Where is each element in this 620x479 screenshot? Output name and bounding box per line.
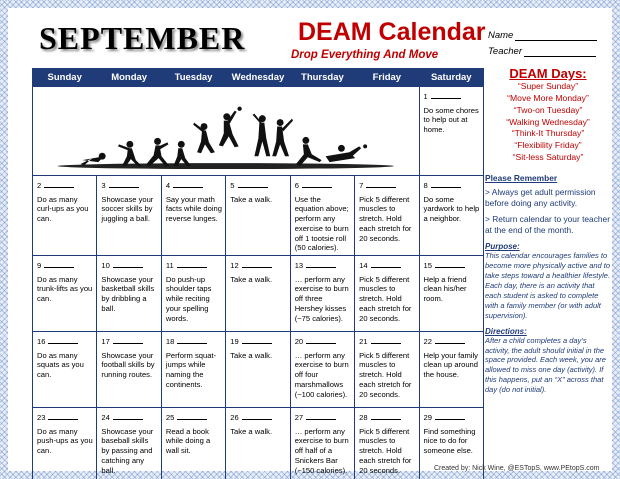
athletes-banner — [33, 87, 420, 176]
day-activity: Showcase your basketball skills by dribbling a ball. — [101, 274, 155, 313]
day-activity: Take a walk. — [230, 274, 273, 284]
weekday-tuesday: Tuesday — [161, 69, 225, 87]
day-number: 16 — [37, 337, 46, 347]
initial-line[interactable] — [366, 180, 396, 188]
day-number: 8 — [423, 181, 428, 190]
day-number: 9 — [37, 261, 42, 271]
day-cell[interactable] — [226, 256, 290, 332]
day-cell[interactable] — [97, 408, 161, 479]
day-number: 22 — [423, 337, 432, 347]
day-cell[interactable] — [355, 176, 419, 256]
name-field[interactable] — [488, 30, 597, 41]
day-activity: … perform any exercise to burn off half of a Snickers Bar (~150 calories). — [294, 426, 349, 475]
purpose-text: This calendar encourages families to become more physically active and to take steps toward a healthier lifestyle. Each day, there is an activity that each student is asked to complete with a family member (or with adult supervision). — [485, 251, 611, 320]
initial-line[interactable] — [113, 336, 143, 344]
day-number: 7 — [359, 181, 364, 190]
initial-line[interactable] — [306, 412, 336, 420]
initial-line[interactable] — [44, 180, 74, 188]
initial-line[interactable] — [306, 336, 336, 344]
athletes-silhouette-image — [33, 87, 419, 175]
initial-line[interactable] — [242, 260, 272, 268]
name-line[interactable] — [515, 32, 597, 41]
initial-line[interactable] — [113, 260, 143, 268]
week-row — [33, 408, 484, 479]
deam-day-item: “Walking Wednesday” — [506, 116, 590, 127]
info-sidebar — [484, 60, 612, 395]
initial-line[interactable] — [306, 260, 336, 268]
week-row — [33, 87, 484, 176]
day-activity: Do as many squats as you can. — [37, 350, 84, 380]
initial-line[interactable] — [435, 336, 465, 344]
day-cell[interactable] — [97, 332, 161, 408]
initial-line[interactable] — [48, 336, 78, 344]
deam-days-list — [484, 81, 612, 164]
weekday-thursday: Thursday — [290, 69, 354, 87]
deam-day-item: “Two-on Tuesday” — [513, 104, 583, 115]
day-number: 28 — [359, 413, 368, 423]
initial-line[interactable] — [238, 180, 268, 188]
weekday-wednesday: Wednesday — [226, 69, 290, 87]
day-cell[interactable] — [97, 256, 161, 332]
day-activity: Do as many push-ups as you can. — [37, 426, 93, 456]
day-number: 15 — [423, 261, 432, 271]
deam-day-item: “Sit-less Saturday” — [512, 152, 584, 163]
day-number: 4 — [165, 181, 171, 190]
day-cell[interactable] — [419, 176, 483, 256]
remember-permission: > Always get adult permission before doing any activity. — [485, 187, 596, 209]
day-number: 10 — [101, 261, 110, 271]
initial-line[interactable] — [431, 91, 461, 99]
day-activity: Do some chores to help out at home. — [423, 105, 479, 135]
directions-title: Directions: — [485, 326, 527, 336]
day-activity: Do some yardwork to help a neighbor. — [423, 194, 480, 224]
weekday-monday: Monday — [97, 69, 161, 87]
day-number: 2 — [37, 181, 42, 190]
teacher-line[interactable] — [524, 48, 596, 57]
day-cell[interactable] — [161, 176, 225, 256]
initial-line[interactable] — [109, 180, 139, 188]
day-activity: Pick 5 different muscles to stretch. Hold each stretch for 20 seconds. — [359, 350, 412, 399]
initial-line[interactable] — [177, 412, 207, 420]
day-cell[interactable] — [355, 256, 419, 332]
day-number: 12 — [230, 261, 239, 271]
weekday-friday: Friday — [355, 69, 419, 87]
deam-day-item: “Flexibility Friday” — [514, 140, 582, 151]
day-number: 13 — [294, 261, 304, 271]
day-activity: … perform any exercise to burn off four marshmallows (~100 calories). — [294, 350, 349, 399]
day-activity: Use the equation above; perform any exercise to burn off 1 tootsie roll (50 calories). — [294, 194, 349, 253]
day-activity: Perform squat-jumps while naming the continents. — [165, 350, 217, 389]
day-number: 18 — [165, 337, 175, 347]
day-cell[interactable] — [355, 332, 419, 408]
day-activity: Showcase your football skills by running routes. — [101, 350, 155, 380]
day-cell[interactable] — [355, 408, 419, 479]
day-activity: Do push-up shoulder taps while reciting your spelling words. — [165, 274, 212, 323]
week-row — [33, 176, 484, 256]
initial-line[interactable] — [173, 180, 203, 188]
day-cell[interactable] — [161, 256, 225, 332]
weekday-saturday: Saturday — [419, 69, 483, 87]
day-cell[interactable] — [33, 408, 97, 479]
initial-line[interactable] — [177, 336, 207, 344]
directions-text: After a child completes a day’s activity, the adult should initial in the space provided. Each week, you are allowed to miss one day (activity). If this happens, put an “X” across that day (do not initial). — [485, 335, 606, 395]
initial-line[interactable] — [435, 260, 465, 268]
day-cell[interactable] — [161, 332, 225, 408]
day-cell[interactable] — [226, 332, 290, 408]
day-cell[interactable] — [419, 87, 483, 176]
deam-day-item: “Think-It Thursday” — [511, 128, 585, 139]
day-activity: Showcase your baseball skills by passing and catching any ball. — [101, 426, 154, 475]
day-cell[interactable] — [290, 176, 354, 256]
teacher-label: Teacher — [488, 46, 522, 57]
deam-day-item: “Super Sunday” — [517, 81, 579, 91]
day-activity: Say your math facts while doing reverse lunges. — [165, 194, 222, 224]
day-activity: Do as many curl-ups as you can. — [37, 194, 89, 224]
day-number: 21 — [359, 337, 368, 347]
initial-line[interactable] — [44, 260, 74, 268]
day-activity: Do as many trunk-lifts as you can. — [37, 274, 93, 304]
day-number: 29 — [423, 413, 432, 423]
day-activity: Take a walk. — [230, 194, 273, 204]
initial-line[interactable] — [302, 180, 332, 188]
day-number: 23 — [37, 413, 46, 423]
day-number: 1 — [423, 92, 428, 101]
day-cell[interactable] — [33, 256, 97, 332]
weekday-header — [33, 69, 484, 87]
calendar-sheet — [8, 8, 612, 475]
week-row — [33, 332, 484, 408]
initial-line[interactable] — [113, 412, 143, 420]
day-number: 5 — [230, 181, 235, 190]
day-activity: Help a friend clean his/her room. — [423, 274, 467, 304]
day-activity: … perform any exercise to burn off three Hershey kisses (~75 calories). — [294, 274, 349, 323]
day-activity: Take a walk. — [230, 426, 273, 436]
day-activity: Pick 5 different muscles to stretch. Hold each stretch for 20 seconds. — [359, 426, 412, 475]
day-number: 17 — [101, 337, 110, 347]
initial-line[interactable] — [48, 412, 78, 420]
teacher-field[interactable] — [488, 46, 596, 57]
credit-footer: Created by: Nick Wine, @ESTopS, www.PEtopS.com — [434, 465, 600, 472]
initial-line[interactable] — [177, 260, 207, 268]
initial-line[interactable] — [435, 412, 465, 420]
day-cell[interactable] — [419, 332, 483, 408]
calendar-grid — [32, 68, 484, 479]
day-number: 20 — [294, 337, 304, 347]
day-cell[interactable] — [161, 408, 225, 479]
day-cell[interactable] — [97, 176, 161, 256]
day-number: 19 — [230, 337, 239, 347]
remember-return: > Return calendar to your teacher at the end of the month. — [485, 213, 610, 236]
day-activity: Find something nice to do for someone else. — [423, 426, 476, 456]
day-activity: Take a walk. — [230, 350, 273, 360]
deam-days-title: DEAM Days: — [509, 66, 587, 81]
deam-subtitle: Drop Everything And Move — [291, 49, 439, 61]
weekday-sunday: Sunday — [33, 69, 97, 87]
day-activity: Showcase your soccer skills by juggling a ball. — [101, 194, 154, 224]
day-cell[interactable] — [226, 176, 290, 256]
day-number: 25 — [165, 413, 175, 423]
day-cell[interactable] — [290, 332, 354, 408]
day-activity: Pick 5 different muscles to stretch. Hold each stretch for 20 seconds. — [359, 274, 412, 323]
day-activity: Help your family clean up around the house. — [423, 350, 478, 380]
day-number: 14 — [359, 261, 368, 271]
initial-line[interactable] — [431, 180, 461, 188]
day-activity: Pick 5 different muscles to stretch. Hold each stretch for 20 seconds. — [359, 194, 412, 243]
month-title: SEPTEMBER — [39, 20, 246, 56]
initial-line[interactable] — [242, 412, 272, 420]
day-cell[interactable] — [290, 408, 354, 479]
name-label: Name — [488, 30, 514, 41]
day-cell[interactable] — [33, 332, 97, 408]
day-number: 24 — [101, 413, 110, 423]
day-number: 27 — [294, 413, 304, 423]
deam-day-item: “Move More Monday” — [507, 92, 589, 103]
remember-title: Please Remember — [485, 173, 558, 184]
purpose-title: Purpose: — [485, 242, 520, 252]
day-cell[interactable] — [419, 256, 483, 332]
day-number: 3 — [101, 181, 106, 190]
week-row — [33, 256, 484, 332]
day-number: 26 — [230, 413, 239, 423]
initial-line[interactable] — [371, 412, 401, 420]
deam-title: DEAM Calendar — [298, 18, 486, 46]
day-number: 6 — [294, 181, 299, 190]
day-activity: Read a book while doing a wall sit. — [165, 426, 211, 456]
day-cell[interactable] — [33, 176, 97, 256]
day-number: 11 — [165, 261, 174, 271]
day-cell[interactable] — [226, 408, 290, 479]
initial-line[interactable] — [371, 260, 401, 268]
day-cell[interactable] — [290, 256, 354, 332]
initial-line[interactable] — [371, 336, 401, 344]
initial-line[interactable] — [242, 336, 272, 344]
